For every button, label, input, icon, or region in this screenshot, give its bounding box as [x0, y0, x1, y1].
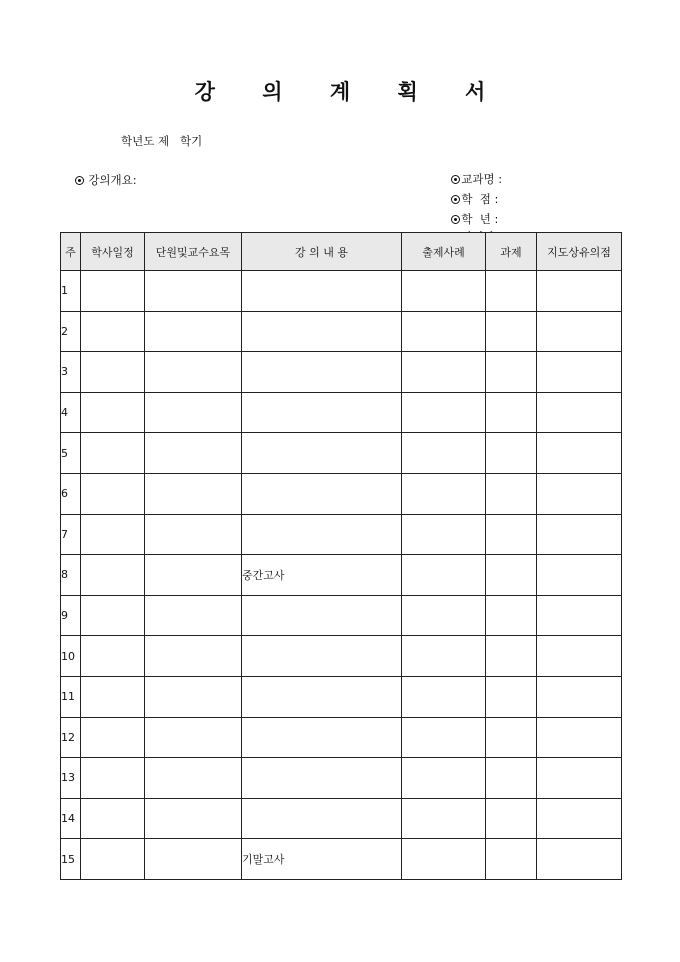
week-cell[interactable]: 2	[61, 311, 81, 352]
teaching-notes-cell[interactable]	[537, 311, 622, 352]
teaching-notes-cell[interactable]	[537, 433, 622, 474]
exam-examples-cell[interactable]	[402, 758, 486, 799]
schedule-cell[interactable]	[81, 555, 145, 596]
schedule-cell[interactable]	[81, 717, 145, 758]
lecture-content-cell[interactable]	[242, 798, 402, 839]
exam-examples-cell[interactable]	[402, 636, 486, 677]
syllabus-cell[interactable]	[145, 352, 242, 393]
week-cell[interactable]: 9	[61, 595, 81, 636]
teaching-notes-cell[interactable]	[537, 352, 622, 393]
exam-examples-cell[interactable]	[402, 514, 486, 555]
assignment-cell[interactable]	[486, 514, 537, 555]
assignment-cell[interactable]	[486, 473, 537, 514]
lecture-content-cell[interactable]	[242, 595, 402, 636]
lecture-content-cell[interactable]	[242, 392, 402, 433]
exam-examples-cell[interactable]	[402, 595, 486, 636]
table-row	[61, 311, 622, 352]
assignment-cell[interactable]	[486, 271, 537, 312]
teaching-notes-cell[interactable]	[537, 595, 622, 636]
syllabus-cell[interactable]	[145, 555, 242, 596]
header-lecture-content: 강 의 내 용	[242, 233, 402, 271]
week-cell[interactable]: 13	[61, 758, 81, 799]
header-academic-schedule: 학사일정	[81, 233, 145, 271]
syllabus-cell[interactable]	[145, 311, 242, 352]
table-row	[61, 555, 622, 596]
lecture-content-cell[interactable]	[242, 352, 402, 393]
schedule-cell[interactable]	[81, 636, 145, 677]
lecture-content-cell[interactable]: 기말고사	[242, 839, 402, 880]
table-row	[61, 595, 622, 636]
teaching-notes-cell[interactable]	[537, 636, 622, 677]
syllabus-cell[interactable]	[145, 473, 242, 514]
overview-label: 강의개요:	[88, 173, 137, 187]
teaching-notes-cell[interactable]	[537, 717, 622, 758]
syllabus-cell[interactable]	[145, 433, 242, 474]
table-row	[61, 352, 622, 393]
header-week: 주	[61, 233, 81, 271]
exam-examples-cell[interactable]	[402, 311, 486, 352]
week-cell[interactable]: 4	[61, 392, 81, 433]
schedule-cell[interactable]	[81, 352, 145, 393]
teaching-notes-cell[interactable]	[537, 271, 622, 312]
teaching-notes-cell[interactable]	[537, 798, 622, 839]
header-exam-examples: 출제사례	[402, 233, 486, 271]
schedule-cell[interactable]	[81, 839, 145, 880]
schedule-cell[interactable]	[81, 676, 145, 717]
teaching-notes-cell[interactable]	[537, 514, 622, 555]
table-header-row	[61, 233, 622, 271]
lecture-plan-table	[60, 232, 622, 880]
syllabus-cell[interactable]	[145, 758, 242, 799]
assignment-cell[interactable]	[486, 636, 537, 677]
table-row	[61, 798, 622, 839]
table-row	[61, 758, 622, 799]
table-row	[61, 839, 622, 880]
assignment-cell[interactable]	[486, 839, 537, 880]
syllabus-cell[interactable]	[145, 676, 242, 717]
exam-examples-cell[interactable]	[402, 433, 486, 474]
syllabus-cell[interactable]	[145, 839, 242, 880]
week-cell[interactable]: 7	[61, 514, 81, 555]
page-title: 강 의 계 획 서	[194, 79, 506, 104]
table-row	[61, 514, 622, 555]
week-cell[interactable]: 10	[61, 636, 81, 677]
header-teaching-notes: 지도상유의점	[537, 233, 622, 271]
schedule-cell[interactable]	[81, 798, 145, 839]
lecture-content-cell[interactable]: 중간고사	[242, 555, 402, 596]
exam-examples-cell[interactable]	[402, 352, 486, 393]
lecture-content-cell[interactable]	[242, 473, 402, 514]
exam-examples-cell[interactable]	[402, 271, 486, 312]
assignment-cell[interactable]	[486, 595, 537, 636]
assignment-cell[interactable]	[486, 311, 537, 352]
assignment-cell[interactable]	[486, 717, 537, 758]
exam-examples-cell[interactable]	[402, 392, 486, 433]
week-cell[interactable]: 12	[61, 717, 81, 758]
exam-examples-cell[interactable]	[402, 798, 486, 839]
schedule-cell[interactable]	[81, 595, 145, 636]
syllabus-cell[interactable]	[145, 392, 242, 433]
week-cell[interactable]: 8	[61, 555, 81, 596]
lecture-content-cell[interactable]	[242, 636, 402, 677]
table-row	[61, 676, 622, 717]
grade-label: 학 년 :	[461, 212, 499, 226]
table-row	[61, 271, 622, 312]
teaching-notes-cell[interactable]	[537, 758, 622, 799]
teaching-notes-cell[interactable]	[537, 473, 622, 514]
schedule-cell[interactable]	[81, 514, 145, 555]
week-cell[interactable]: 15	[61, 839, 81, 880]
exam-examples-cell[interactable]	[402, 555, 486, 596]
lecture-content-cell[interactable]	[242, 271, 402, 312]
assignment-cell[interactable]	[486, 392, 537, 433]
table-row	[61, 717, 622, 758]
exam-examples-cell[interactable]	[402, 473, 486, 514]
assignment-cell[interactable]	[486, 676, 537, 717]
header-units-syllabus: 단원및교수요목	[145, 233, 242, 271]
week-cell[interactable]: 3	[61, 352, 81, 393]
week-cell[interactable]: 1	[61, 271, 81, 312]
radio-bullet-icon	[75, 176, 84, 185]
syllabus-cell[interactable]	[145, 636, 242, 677]
table-row	[61, 433, 622, 474]
lecture-content-cell[interactable]	[242, 311, 402, 352]
table-row	[61, 636, 622, 677]
assignment-cell[interactable]	[486, 352, 537, 393]
exam-examples-cell[interactable]	[402, 717, 486, 758]
assignment-cell[interactable]	[486, 433, 537, 474]
exam-examples-cell[interactable]	[402, 839, 486, 880]
teaching-notes-cell[interactable]	[537, 555, 622, 596]
lecture-content-cell[interactable]	[242, 514, 402, 555]
assignment-cell[interactable]	[486, 555, 537, 596]
week-cell[interactable]: 6	[61, 473, 81, 514]
teaching-notes-cell[interactable]	[537, 839, 622, 880]
week-cell[interactable]: 5	[61, 433, 81, 474]
table-row	[61, 392, 622, 433]
course-name-label: 교과명 :	[461, 172, 503, 186]
week-cell[interactable]: 14	[61, 798, 81, 839]
lecture-content-cell[interactable]	[242, 717, 402, 758]
syllabus-cell[interactable]	[145, 798, 242, 839]
schedule-cell[interactable]	[81, 758, 145, 799]
assignment-cell[interactable]	[486, 798, 537, 839]
semester-line: 학년도 제 학기	[121, 134, 203, 148]
syllabus-cell[interactable]	[145, 717, 242, 758]
exam-examples-cell[interactable]	[402, 676, 486, 717]
syllabus-cell[interactable]	[145, 595, 242, 636]
lecture-content-cell[interactable]	[242, 758, 402, 799]
table-row	[61, 473, 622, 514]
teaching-notes-cell[interactable]	[537, 676, 622, 717]
schedule-cell[interactable]	[81, 311, 145, 352]
lecture-content-cell[interactable]	[242, 676, 402, 717]
syllabus-cell[interactable]	[145, 514, 242, 555]
teaching-notes-cell[interactable]	[537, 392, 622, 433]
assignment-cell[interactable]	[486, 758, 537, 799]
schedule-cell[interactable]	[81, 271, 145, 312]
schedule-cell[interactable]	[81, 392, 145, 433]
lecture-content-cell[interactable]	[242, 433, 402, 474]
schedule-cell[interactable]	[81, 473, 145, 514]
header-assignment: 과제	[486, 233, 537, 271]
overview-field	[68, 159, 137, 187]
syllabus-cell[interactable]	[145, 271, 242, 312]
week-cell[interactable]: 11	[61, 676, 81, 717]
credits-label: 학 점 :	[461, 192, 499, 206]
schedule-cell[interactable]	[81, 433, 145, 474]
